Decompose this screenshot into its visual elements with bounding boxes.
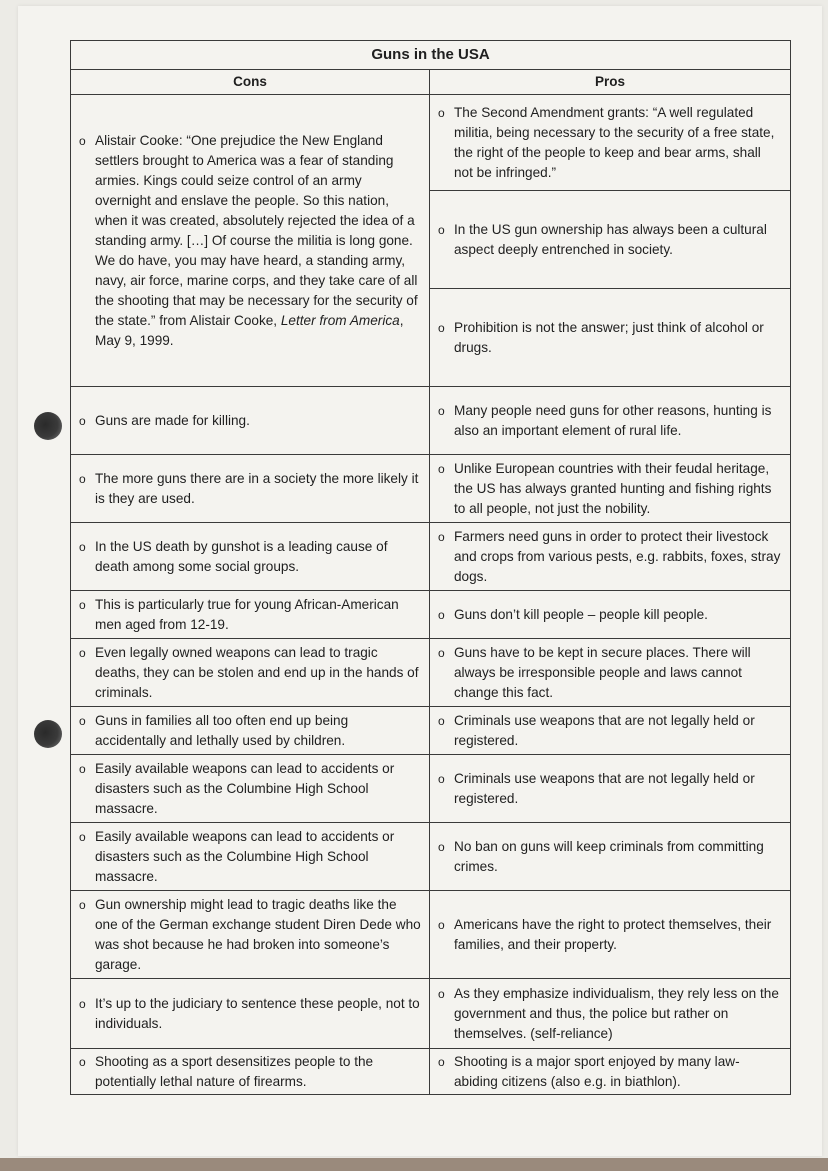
- pros-cell: o Criminals use weapons that are not legally held or registered.: [430, 707, 791, 755]
- punch-hole: [34, 720, 62, 748]
- bullet-icon: o: [79, 761, 86, 776]
- pros-cell: o The Second Amendment grants: “A well regulated militia, being necessary to the security of a free state, the right of the people to keep and bear arms, shall not be infringed.”: [430, 95, 791, 191]
- bullet-icon: o: [438, 403, 445, 418]
- pros-cell: o Shooting is a major sport enjoyed by many law-abiding citizens (also e.g. in biathlon).: [430, 1049, 791, 1095]
- bullet-icon: o: [438, 645, 445, 660]
- cons-header: Cons: [71, 70, 430, 95]
- bullet-icon: o: [79, 996, 86, 1011]
- bullet-icon: o: [79, 897, 86, 912]
- pros-cell: o Americans have the right to protect themselves, their families, and their property.: [430, 891, 791, 979]
- cons-cell: o The more guns there are in a society the more likely it is they are used.: [71, 455, 430, 523]
- bullet-icon: o: [438, 1054, 445, 1069]
- bullet-icon: o: [79, 413, 86, 428]
- cons-cell: o Guns in families all too often end up being accidentally and lethally used by children.: [71, 707, 430, 755]
- pros-cell: o In the US gun ownership has always been a cultural aspect deeply entrenched in society.: [430, 191, 791, 289]
- cons-cell: o In the US death by gunshot is a leading cause of death among some social groups.: [71, 523, 430, 591]
- cooke-quote: Alistair Cooke: “One prejudice the New England settlers brought to America was a fear of standing armies. Kings could seize control of an army overnight and enslave the people. So this nation, when it was created, absolutely rejected the idea of a standing army. […] Of course the militia is long gone. We do have, you may have heard, a standing army, navy, air force, marine corps, and they take care of all the shooting that may be necessary for the security of the state.” from Alistair Cooke, Letter from America, May 9, 1999.: [95, 132, 418, 348]
- pros-cell: o Prohibition is not the answer; just think of alcohol or drugs.: [430, 289, 791, 387]
- cons-cell: o Shooting as a sport desensitizes people to the potentially lethal nature of firearms.: [71, 1049, 430, 1095]
- bullet-icon: o: [438, 839, 445, 854]
- punch-hole: [34, 412, 62, 440]
- bullet-icon: o: [79, 645, 86, 660]
- bullet-icon: o: [438, 917, 445, 932]
- bullet-icon: o: [438, 529, 445, 544]
- bullet-icon: o: [79, 597, 86, 612]
- pros-cell: o Guns have to be kept in secure places. There will always be irresponsible people and laws cannot change this fact.: [430, 639, 791, 707]
- bullet-icon: o: [438, 105, 445, 120]
- pros-cons-table: [70, 40, 791, 1095]
- pros-cell: o Unlike European countries with their feudal heritage, the US has always granted hunting and fishing rights to all people, not just the nobility.: [430, 455, 791, 523]
- cons-cell: o Even legally owned weapons can lead to tragic deaths, they can be stolen and end up in the hands of criminals.: [71, 639, 430, 707]
- bullet-icon: o: [79, 1054, 86, 1069]
- cons-cell: o Easily available weapons can lead to accidents or disasters such as the Columbine High School massacre.: [71, 755, 430, 823]
- bullet-icon: o: [438, 713, 445, 728]
- pros-cell: o As they emphasize individualism, they rely less on the government and thus, the police but rather on themselves. (self-reliance): [430, 979, 791, 1049]
- bullet-icon: o: [438, 222, 445, 237]
- bullet-icon: o: [79, 713, 86, 728]
- pros-cell: o No ban on guns will keep criminals from committing crimes.: [430, 823, 791, 891]
- bullet-icon: o: [438, 461, 445, 476]
- bullet-icon: o: [79, 471, 86, 486]
- quote-source-title: Letter from America: [280, 312, 400, 328]
- cons-cell: o This is particularly true for young African-American men aged from 12-19.: [71, 591, 430, 639]
- bullet-icon: o: [438, 320, 445, 335]
- cons-cell: [71, 95, 430, 387]
- bullet-icon: o: [79, 133, 86, 148]
- bullet-icon: o: [438, 771, 445, 786]
- pros-header: Pros: [430, 70, 791, 95]
- pros-cell: o Many people need guns for other reasons, hunting is also an important element of rural life.: [430, 387, 791, 455]
- cons-cell: o Gun ownership might lead to tragic deaths like the one of the German exchange student Diren Dede who was shot because he had broken into someone’s garage.: [71, 891, 430, 979]
- bullet-icon: o: [79, 539, 86, 554]
- bullet-icon: o: [438, 986, 445, 1001]
- bullet-icon: o: [438, 607, 445, 622]
- cons-cell: o Guns are made for killing.: [71, 387, 430, 455]
- cons-cell: o It’s up to the judiciary to sentence these people, not to individuals.: [71, 979, 430, 1049]
- background-edge: [0, 1158, 828, 1171]
- pros-cell: o Farmers need guns in order to protect their livestock and crops from various pests, e.g. rabbits, foxes, stray dogs.: [430, 523, 791, 591]
- table-title: Guns in the USA: [71, 41, 791, 70]
- cons-cell: o Easily available weapons can lead to accidents or disasters such as the Columbine High School massacre.: [71, 823, 430, 891]
- bullet-icon: o: [79, 829, 86, 844]
- pros-cell: o Guns don’t kill people – people kill people.: [430, 591, 791, 639]
- pros-cell: o Criminals use weapons that are not legally held or registered.: [430, 755, 791, 823]
